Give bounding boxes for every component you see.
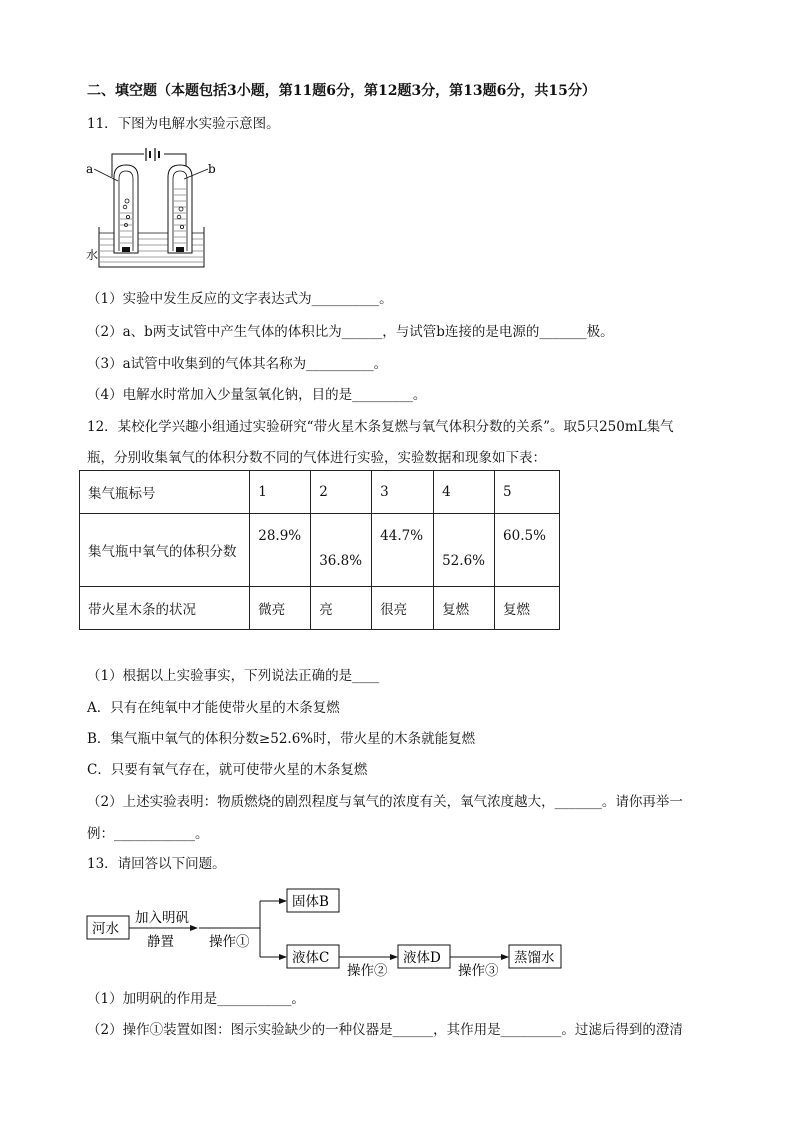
q11-item-3: （3）a试管中收集到的气体其名称为__________。 bbox=[87, 356, 388, 372]
label-op3: 操作③ bbox=[458, 963, 499, 979]
experiment-table bbox=[79, 470, 560, 630]
label-b: b bbox=[208, 162, 216, 176]
q12-sub2-line2: 例：____________。 bbox=[87, 826, 209, 842]
node-liquid-d: 液体D bbox=[403, 950, 441, 966]
q11-item-4: （4）电解水时常加入少量氢氧化钠，目的是_________。 bbox=[87, 387, 427, 403]
q12-option-a: A．只有在纯氧中才能使带火星的木条复燃 bbox=[87, 700, 340, 716]
table-row bbox=[80, 471, 560, 514]
q13-sub2: （2）操作①装置如图：图示实验缺少的一种仪器是______，其作用是_________。过滤后得到的澄清 bbox=[87, 1022, 683, 1038]
q12-sub1: （1）根据以上实验事实，下列说法正确的是____ bbox=[87, 668, 380, 684]
cell-value: 44.7% bbox=[380, 528, 424, 544]
table-header-cell: 集气瓶中氧气的体积分数 bbox=[80, 514, 250, 587]
table-cell: 5 bbox=[495, 471, 560, 514]
label-op1: 操作① bbox=[209, 934, 250, 950]
table-row bbox=[80, 587, 560, 630]
node-liquid-c: 液体C bbox=[292, 950, 330, 966]
electrolysis-diagram bbox=[84, 143, 214, 273]
table-header-cell: 带火星木条的状况 bbox=[80, 587, 250, 630]
cell-value: 36.8% bbox=[319, 553, 363, 569]
table-cell bbox=[250, 514, 311, 587]
table-cell bbox=[372, 514, 434, 587]
q12-title-line1: 12．某校化学兴趣小组通过实验研究“带火星木条复燃与氧气体积分数的关系”。取5只250mL集气 bbox=[87, 419, 674, 435]
table-header-cell: 集气瓶标号 bbox=[80, 471, 250, 514]
table-cell: 复燃 bbox=[434, 587, 495, 630]
table-cell bbox=[311, 514, 372, 587]
table-cell: 复燃 bbox=[495, 587, 560, 630]
table-cell bbox=[434, 514, 495, 587]
label-water: 水 bbox=[86, 248, 99, 262]
table-cell bbox=[495, 514, 560, 587]
label-a: a bbox=[86, 162, 94, 176]
node-solid-b: 固体B bbox=[292, 894, 329, 910]
q13-title: 13．请回答以下问题。 bbox=[87, 856, 226, 872]
cell-value: 60.5% bbox=[503, 528, 546, 544]
table-cell: 亮 bbox=[311, 587, 372, 630]
table-row bbox=[80, 514, 560, 587]
section-heading: 二、填空题（本题包括3小题，第11题6分，第12题3分，第13题6分，共15分） bbox=[87, 83, 596, 99]
table-cell: 微亮 bbox=[250, 587, 311, 630]
cell-value: 28.9% bbox=[258, 528, 302, 544]
q12-title-line2: 瓶，分别收集氧气的体积分数不同的气体进行实验，实验数据和现象如下表： bbox=[87, 450, 546, 466]
q11-item-1: （1）实验中发生反应的文字表达式为__________。 bbox=[87, 291, 393, 307]
q12-option-c: C．只要有氧气存在，就可使带火星的木条复燃 bbox=[87, 762, 368, 778]
cell-value: 52.6% bbox=[442, 553, 485, 569]
label-settle: 静置 bbox=[147, 934, 174, 950]
table-cell: 1 bbox=[250, 471, 311, 514]
q12-option-b: B．集气瓶中氧气的体积分数≥52.6%时，带火星的木条就能复燃 bbox=[87, 731, 476, 747]
label-op2: 操作② bbox=[347, 963, 388, 979]
node-distilled-water: 蒸馏水 bbox=[514, 950, 555, 966]
table-cell: 2 bbox=[311, 471, 372, 514]
q11-title: 11．下图为电解水实验示意图。 bbox=[87, 116, 280, 132]
q13-sub1: （1）加明矾的作用是___________。 bbox=[87, 991, 305, 1007]
table-cell: 3 bbox=[372, 471, 434, 514]
q11-item-2: （2）a、b两支试管中产生气体的体积比为______，与试管b连接的是电源的_______极。 bbox=[87, 324, 614, 340]
table-cell: 4 bbox=[434, 471, 495, 514]
label-add-alum: 加入明矾 bbox=[135, 910, 189, 926]
q12-sub2-line1: （2）上述实验表明：物质燃烧的剧烈程度与氧气的浓度有关，氧气浓度越大，_______。请你再举一 bbox=[87, 794, 683, 810]
water-purification-flowchart bbox=[85, 884, 575, 984]
table-cell: 很亮 bbox=[372, 587, 434, 630]
node-river-water: 河水 bbox=[92, 921, 119, 937]
